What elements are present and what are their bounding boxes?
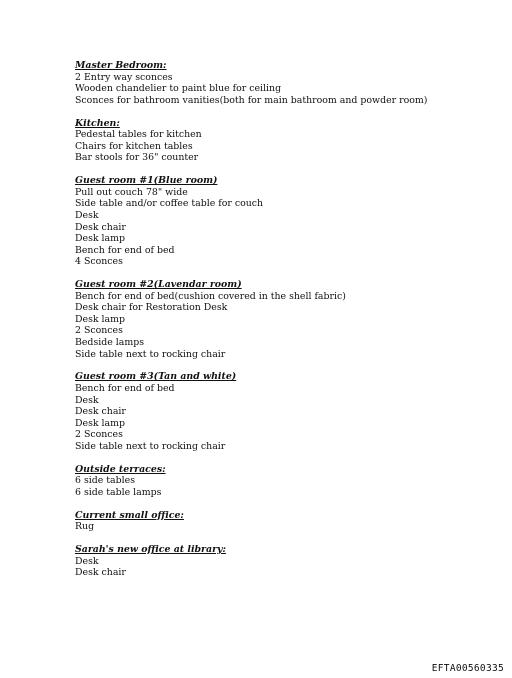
list-item: 6 side tables bbox=[75, 475, 135, 487]
section bbox=[75, 510, 495, 533]
section-heading: Guest room #3(Tan and white) bbox=[75, 371, 237, 383]
section bbox=[75, 371, 495, 452]
item-list bbox=[75, 187, 495, 268]
item-list bbox=[75, 556, 495, 579]
document-id-stamp: EFTA00560335 bbox=[431, 663, 504, 674]
list-item: Desk bbox=[75, 209, 99, 221]
list-item: Bedside lamps bbox=[75, 337, 145, 349]
section-heading: Outside terraces: bbox=[75, 463, 166, 475]
list-item: 6 side table lamps bbox=[75, 486, 162, 498]
document-body bbox=[75, 60, 495, 590]
list-item: Desk chair bbox=[75, 221, 126, 233]
list-item: Bench for end of bed bbox=[75, 244, 175, 256]
list-item: Side table next to rocking chair bbox=[75, 348, 226, 360]
section-heading: Sarah's new office at library: bbox=[75, 544, 226, 556]
item-list bbox=[75, 475, 495, 498]
list-item: Desk lamp bbox=[75, 233, 126, 245]
list-item: Pedestal tables for kitchen bbox=[75, 129, 202, 141]
section bbox=[75, 544, 495, 579]
item-list bbox=[75, 291, 495, 361]
list-item: 2 Sconces bbox=[75, 325, 123, 337]
item-list bbox=[75, 129, 495, 164]
list-item: Desk lamp bbox=[75, 313, 126, 325]
list-item: Bar stools for 36" counter bbox=[75, 152, 199, 164]
list-item: Desk chair for Restoration Desk bbox=[75, 302, 228, 314]
list-item: Bench for end of bed bbox=[75, 383, 175, 394]
list-item: Desk bbox=[75, 555, 99, 567]
section-heading: Guest room #1(Blue room) bbox=[75, 175, 218, 187]
list-item: Chairs for kitchen tables bbox=[75, 140, 193, 152]
list-item: Sconces for bathroom vanities(both for main bathroom and powder room) bbox=[75, 94, 428, 106]
section-heading: Current small office: bbox=[75, 509, 184, 521]
list-item: Desk bbox=[75, 394, 99, 406]
item-list bbox=[75, 383, 495, 453]
list-item: 2 Entry way sconces bbox=[75, 71, 173, 83]
list-item: 2 Sconces bbox=[75, 429, 123, 441]
list-item: Rug bbox=[75, 521, 95, 533]
list-item: Pull out couch 78" wide bbox=[75, 186, 188, 198]
list-item: Side table next to rocking chair bbox=[75, 440, 226, 452]
list-item: Side table and/or coffee table for couch bbox=[75, 198, 264, 210]
item-list bbox=[75, 72, 495, 107]
list-item: Desk lamp bbox=[75, 417, 126, 429]
list-item: Desk chair bbox=[75, 567, 126, 579]
section bbox=[75, 279, 495, 360]
section bbox=[75, 60, 495, 106]
section bbox=[75, 464, 495, 499]
section-heading: Kitchen: bbox=[75, 117, 120, 129]
section bbox=[75, 118, 495, 164]
item-list bbox=[75, 521, 495, 533]
list-item: Desk chair bbox=[75, 406, 126, 418]
list-item: Wooden chandelier to paint blue for ceiling bbox=[75, 83, 282, 95]
list-item: Bench for end of bed(cushion covered in the shell fabric) bbox=[75, 290, 346, 302]
section-heading: Master Bedroom: bbox=[75, 60, 167, 71]
section bbox=[75, 175, 495, 268]
list-item: 4 Sconces bbox=[75, 256, 123, 268]
section-heading: Guest room #2(Lavendar room) bbox=[75, 279, 242, 291]
